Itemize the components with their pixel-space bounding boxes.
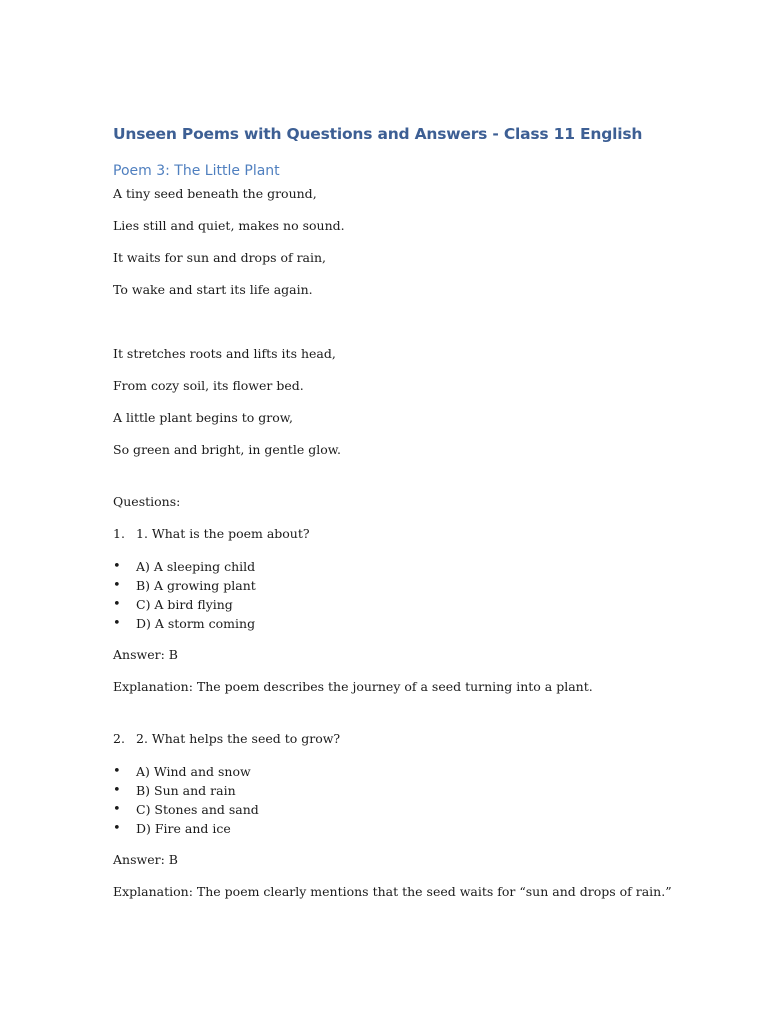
list-item (113, 800, 259, 819)
question-number: 2. (113, 731, 125, 746)
poem-line: From cozy soil, its flower bed. (113, 378, 304, 393)
list-item (113, 781, 259, 800)
option-text: B) A growing plant (136, 578, 256, 593)
poem-line: So green and bright, in gentle glow. (113, 442, 341, 457)
question-1 (113, 526, 310, 542)
document-title: Unseen Poems with Questions and Answers - Class 11 English (113, 125, 643, 143)
poem-line: A tiny seed beneath the ground, (113, 186, 317, 201)
explanation-2: Explanation: The poem clearly mentions that the seed waits for “sun and drops of rain.” (113, 884, 672, 899)
option-text: A) Wind and snow (136, 764, 251, 779)
options-list-1 (113, 557, 256, 633)
bullet-icon: • (113, 821, 121, 836)
question-text: 1. What is the poem about? (136, 526, 310, 541)
bullet-icon: • (113, 783, 121, 798)
list-item (113, 762, 259, 781)
question-number: 1. (113, 526, 125, 541)
answer-1: Answer: B (113, 647, 178, 662)
explanation-1: Explanation: The poem describes the journey of a seed turning into a plant. (113, 679, 593, 694)
list-item (113, 614, 256, 633)
poem-line: It waits for sun and drops of rain, (113, 250, 327, 265)
option-text: B) Sun and rain (136, 783, 236, 798)
poem-line: Lies still and quiet, makes no sound. (113, 218, 345, 233)
list-item (113, 595, 256, 614)
poem-line: To wake and start its life again. (113, 282, 313, 297)
option-text: D) Fire and ice (136, 821, 231, 836)
poem-heading: Poem 3: The Little Plant (113, 163, 280, 179)
bullet-icon: • (113, 597, 121, 612)
bullet-icon: • (113, 616, 121, 631)
option-text: A) A sleeping child (136, 559, 256, 574)
option-text: C) A bird flying (136, 597, 233, 612)
list-item (113, 819, 259, 838)
option-text: C) Stones and sand (136, 802, 259, 817)
question-text: 2. What helps the seed to grow? (136, 731, 341, 746)
answer-2: Answer: B (113, 852, 178, 867)
bullet-icon: • (113, 764, 121, 779)
bullet-icon: • (113, 802, 121, 817)
questions-label: Questions: (113, 494, 181, 509)
poem-line: It stretches roots and lifts its head, (113, 346, 336, 361)
bullet-icon: • (113, 578, 121, 593)
list-item (113, 576, 256, 595)
poem-line: A little plant begins to grow, (113, 410, 293, 425)
question-2 (113, 731, 340, 747)
options-list-2 (113, 762, 259, 838)
bullet-icon: • (113, 559, 121, 574)
list-item (113, 557, 256, 576)
option-text: D) A storm coming (136, 616, 256, 631)
